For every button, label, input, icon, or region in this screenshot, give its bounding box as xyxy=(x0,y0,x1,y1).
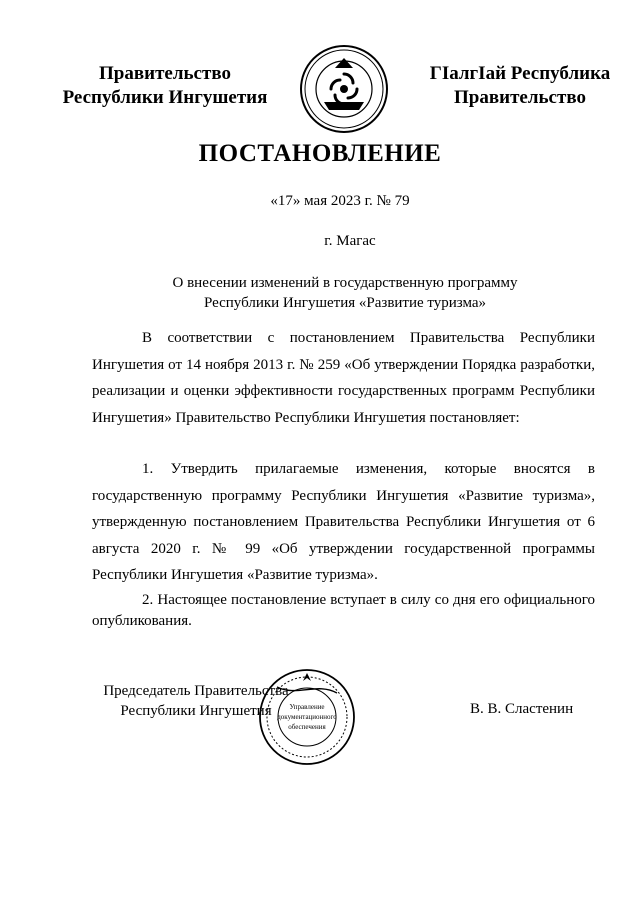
emblem-icon xyxy=(299,44,389,134)
official-stamp xyxy=(257,667,357,767)
document-city: г. Магас xyxy=(324,233,376,249)
organization-name-ing-line2: Правительство xyxy=(454,87,586,108)
organization-name-ing xyxy=(410,62,630,110)
organization-name-ru-line2: Республики Ингушетия xyxy=(62,87,268,108)
stamp-text-line3: обеспечения xyxy=(288,723,326,731)
signatory-position-line2: Республики Ингушетия xyxy=(120,703,272,719)
document-subject xyxy=(0,273,640,313)
stamp-icon xyxy=(257,667,357,767)
stamp-text-line2: документационного xyxy=(277,713,337,721)
organization-name-ru xyxy=(50,62,280,110)
document-subject-line1: О внесении изменений в государственную программу xyxy=(172,275,518,291)
document-date-number: «17» мая 2023 г. № 79 xyxy=(270,193,410,209)
signatory-name: В. В. Сластенин xyxy=(470,701,574,717)
organization-name-ing-line1: ГIалгIай Республика xyxy=(429,63,611,84)
body-paragraph-1: В соответствии с постановлением Правительства Республики Ингушетия от 14 ноября 2013 г. № 259 «Об утверждении Порядка разработки, реализации и оценки эффективности государственных программ Республики Ингушетия» Правительство Республики Ингушетия постановляет: xyxy=(92,330,595,426)
stamp-text-line1: Управление xyxy=(289,703,325,711)
coat-of-arms-emblem xyxy=(299,44,389,134)
organization-name-ru-line1: Правительство xyxy=(99,63,231,84)
body-paragraph-2: 1. Утвердить прилагаемые изменения, которые вносятся в государственную программу Республики Ингушетия «Развитие туризма», утвержденную постановлением Правительства Республики Ингушетия от 6 августа 2020 г. № 99 «Об утверждении государственной программы Республики Ингушетия «Развитие туризма». xyxy=(92,461,595,583)
signatory-position-line1: Председатель Правительства xyxy=(103,683,289,699)
document-title: ПОСТАНОВЛЕНИЕ xyxy=(198,140,442,167)
document-subject-line2: Республики Ингушетия «Развитие туризма» xyxy=(203,295,487,311)
body-paragraph-3: 2. Настоящее постановление вступает в силу со дня его официального опубликования. xyxy=(92,592,595,629)
